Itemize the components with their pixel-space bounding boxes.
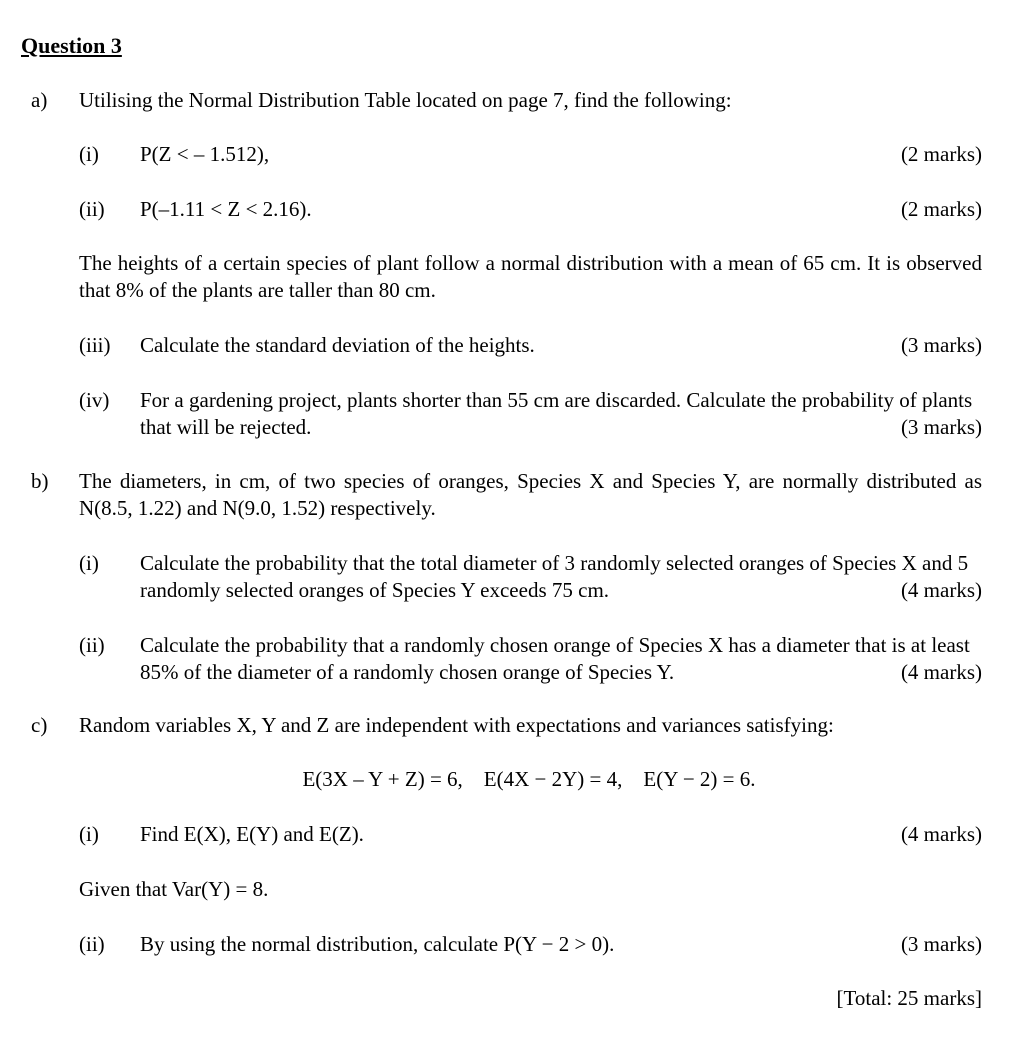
item-text-body: Calculate the probability that the total diameter of 3 randomly selected oranges of Species X and 5 randomly selected oranges of Species Y exceeds 75 cm. <box>140 551 969 602</box>
item-number: (ii) <box>79 932 105 956</box>
part-b-label: b) <box>31 469 49 493</box>
context-paragraph: The heights of a certain species of plant follow a normal distribution with a mean of 65 cm. It is observed that 8% of the plants are taller than 80 cm. <box>79 251 982 302</box>
item-text: P(Z < – 1.512), <box>140 142 270 166</box>
item-number: (ii) <box>79 633 105 657</box>
item-text: Calculate the standard deviation of the heights. <box>140 333 535 357</box>
item-number: (i) <box>79 551 99 575</box>
total-marks: [Total: 25 marks] <box>836 986 982 1010</box>
marks: (4 marks) <box>900 578 982 602</box>
given-statement: Given that Var(Y) = 8. <box>79 877 269 901</box>
part-a-label: a) <box>31 88 48 112</box>
item-text: Find E(X), E(Y) and E(Z). <box>140 822 364 846</box>
item-text <box>140 387 982 441</box>
item-text-body: For a gardening project, plants shorter than 55 cm are discarded. Calculate the probability of plants that will be rejected. <box>140 388 973 439</box>
marks: (2 marks) <box>900 197 982 221</box>
marks: (4 marks) <box>900 822 982 846</box>
item-number: (iii) <box>79 333 111 357</box>
item-number: (ii) <box>79 197 105 221</box>
part-c-intro: Random variables X, Y and Z are independent with expectations and variances satisfying: <box>79 713 834 737</box>
marks: (3 marks) <box>900 932 982 956</box>
marks: (4 marks) <box>900 660 982 684</box>
marks: (2 marks) <box>900 142 982 166</box>
item-number: (i) <box>79 142 99 166</box>
item-number: (iv) <box>79 388 110 412</box>
part-c-label: c) <box>31 713 48 737</box>
equation: E(3X – Y + Z) = 6, E(4X − 2Y) = 4, E(Y − 2) = 6. <box>302 767 756 791</box>
question-title: Question 3 <box>21 33 122 58</box>
part-a-intro: Utilising the Normal Distribution Table located on page 7, find the following: <box>79 88 732 112</box>
marks: (3 marks) <box>900 415 982 439</box>
item-number: (i) <box>79 822 99 846</box>
item-text-body: Calculate the probability that a randomly chosen orange of Species X has a diameter that is at least 85% of the diameter of a randomly chosen orange of Species Y. <box>140 633 970 684</box>
part-b-intro: The diameters, in cm, of two species of oranges, Species X and Species Y, are normally distributed as N(8.5, 1.22) and N(9.0, 1.52) respectively. <box>79 469 982 520</box>
item-text <box>140 632 982 686</box>
marks: (3 marks) <box>900 333 982 357</box>
item-text <box>140 550 982 604</box>
item-text: By using the normal distribution, calculate P(Y − 2 > 0). <box>140 932 615 956</box>
item-text: P(–1.11 < Z < 2.16). <box>140 197 312 221</box>
